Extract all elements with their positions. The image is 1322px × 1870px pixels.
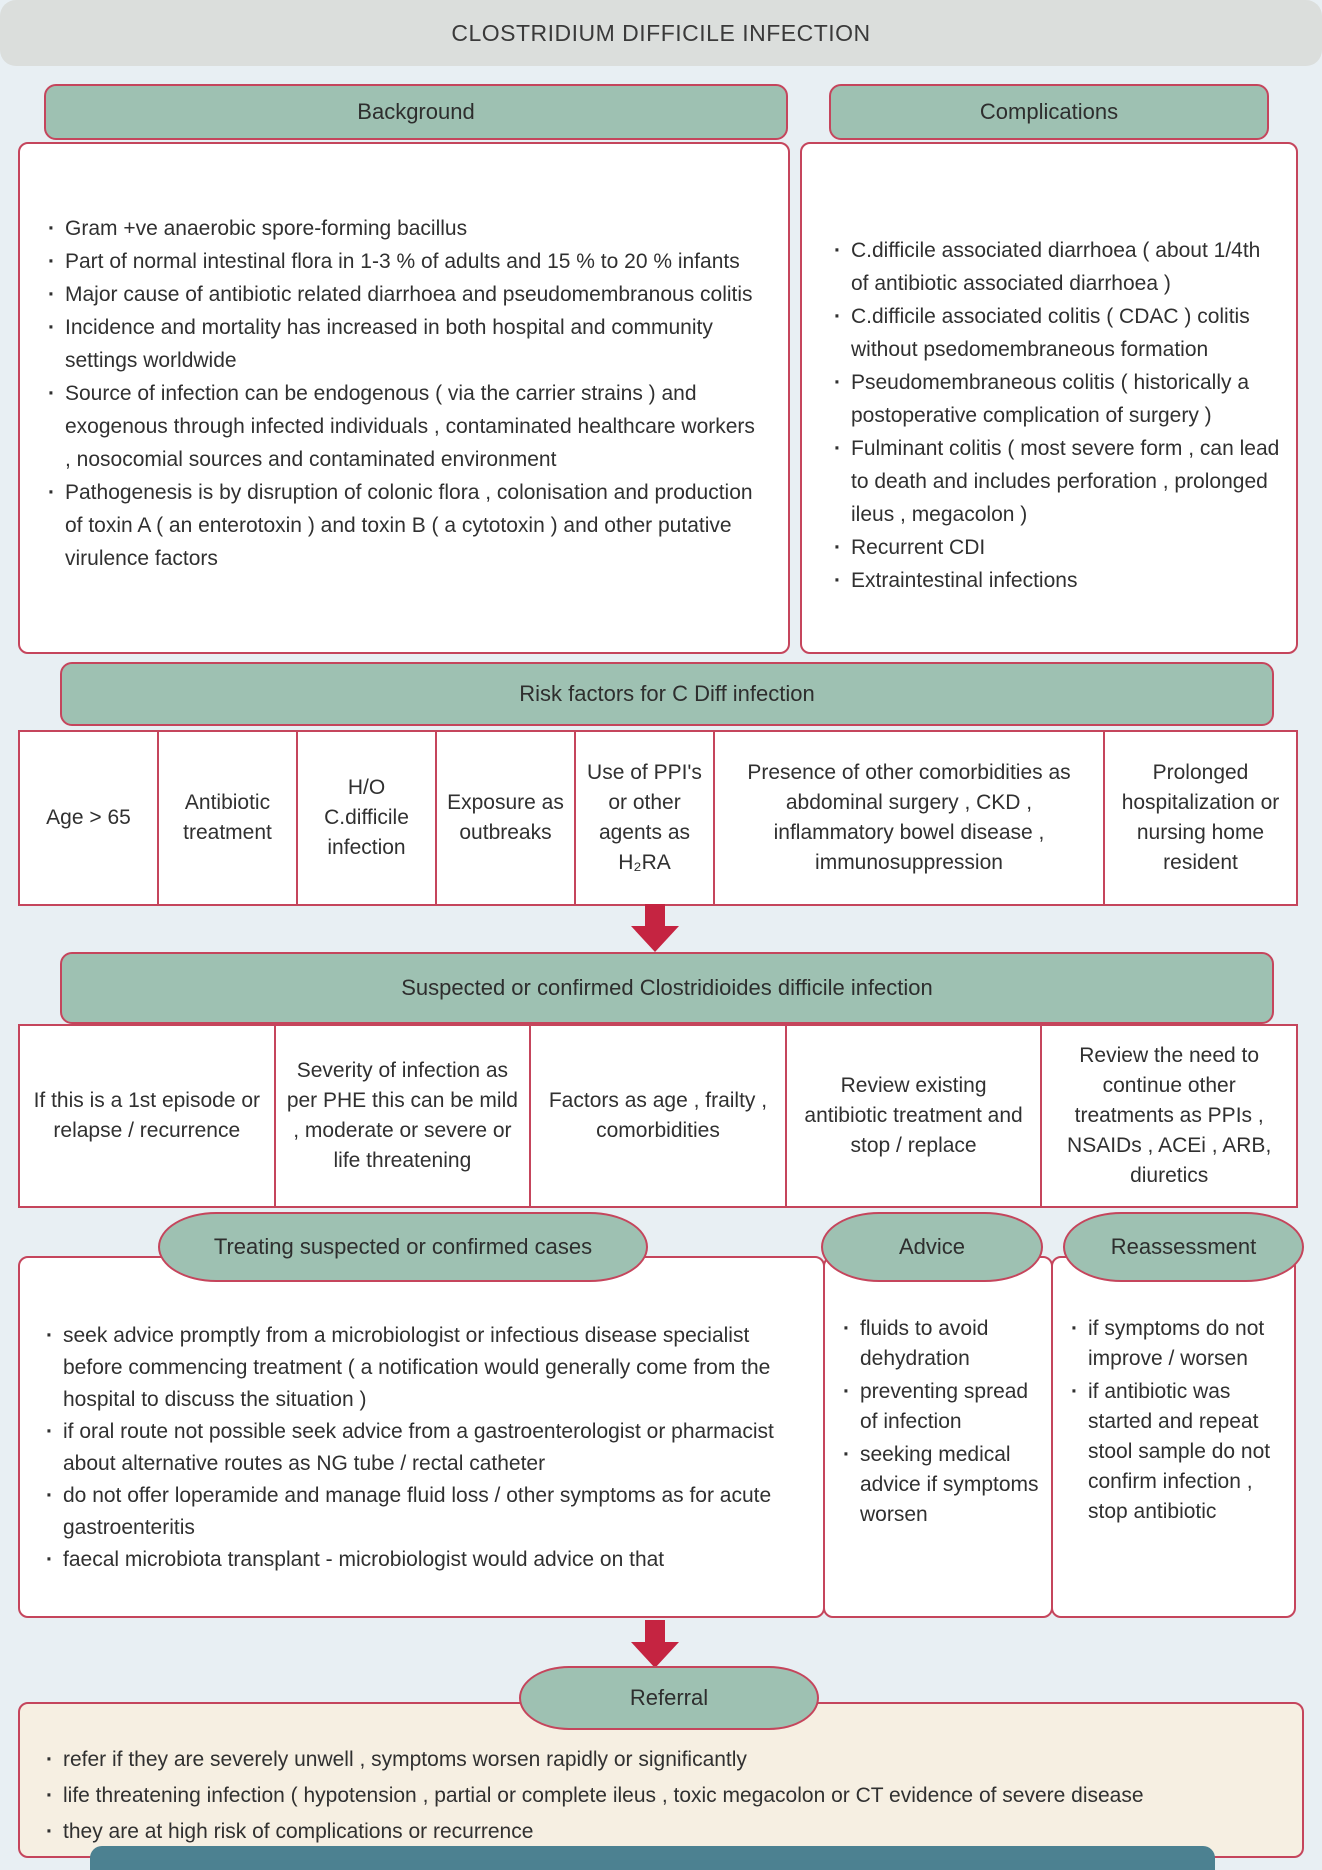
list-item: · if symptoms do not improve / worsen	[1069, 1314, 1286, 1374]
list-item: · Incidence and mortality has increased in both hospital and community settings worldwide	[46, 311, 762, 377]
down-arrow-icon	[631, 904, 679, 952]
list-item: · life threatening infection ( hypotension , partial or complete ileus , toxic megacolon or CT evidence of severe disease	[44, 1778, 1272, 1814]
reassessment-box	[1051, 1256, 1296, 1618]
table-cell: Severity of infection as per PHE this can be mild , moderate or severe or life threatening	[276, 1026, 532, 1206]
list-item: · Recurrent CDI	[832, 531, 1280, 564]
suspected-header: Suspected or confirmed Clostridioides difficile infection	[60, 952, 1274, 1024]
footer-bar	[90, 1846, 1215, 1870]
list-item: · Fulminant colitis ( most severe form , can lead to death and includes perforation , prolonged ileus , megacolon )	[832, 432, 1280, 531]
risk-factors-header: Risk factors for C Diff infection	[60, 662, 1274, 726]
advice-box	[823, 1256, 1053, 1618]
list-item: · faecal microbiota transplant - microbiologist would advice on that	[44, 1544, 795, 1576]
complications-box	[800, 142, 1298, 654]
arrow-head	[631, 926, 679, 952]
table-cell: Review the need to continue other treatments as PPIs , NSAIDs , ACEi , ARB, diuretics	[1067, 1044, 1272, 1187]
list-item: · if antibiotic was started and repeat stool sample do not confirm infection , stop antibiotic	[1069, 1377, 1286, 1527]
list-item: · Part of normal intestinal flora in 1-3 % of adults and 15 % to 20 % infants	[46, 245, 762, 278]
table-cell: Factors as age , frailty , comorbidities	[531, 1026, 787, 1206]
list-item: · Source of infection can be endogenous ( via the carrier strains ) and exogenous through infected individuals , contaminated healthcare workers , nosocomial sources and contaminated environment	[46, 377, 762, 476]
complications-header: Complications	[829, 84, 1269, 140]
table-cell: Age > 65	[20, 732, 159, 904]
list-item: · Extraintestinal infections	[832, 564, 1280, 597]
list-item: · fluids to avoid dehydration	[841, 1314, 1041, 1374]
page-title: CLOSTRIDIUM DIFFICILE INFECTION	[451, 19, 871, 46]
table-cell: Use of PPI's or other agents as H₂RA	[576, 732, 715, 904]
complications-list	[832, 234, 1280, 597]
arrow-stem	[645, 1620, 665, 1642]
list-item: · C.difficile associated diarrhoea ( about 1/4th of antibiotic associated diarrhoea )	[832, 234, 1280, 300]
risk-factors-table	[18, 730, 1298, 906]
referral-list	[44, 1742, 1272, 1850]
down-arrow-icon	[631, 1620, 679, 1668]
arrow-stem	[645, 904, 665, 926]
table-cell: Antibiotic treatment	[159, 732, 298, 904]
list-item: · Gram +ve anaerobic spore-forming bacillus	[46, 212, 762, 245]
table-cell: Exposure as outbreaks	[437, 732, 576, 904]
background-list	[46, 212, 762, 575]
reassessment-list	[1069, 1314, 1286, 1527]
advice-header-pill: Advice	[821, 1212, 1043, 1282]
list-item: · if oral route not possible seek advice from a gastroenterologist or pharmacist about alternative routes as NG tube / rectal catheter	[44, 1416, 795, 1480]
treating-list	[44, 1320, 795, 1576]
list-item: · refer if they are severely unwell , symptoms worsen rapidly or significantly	[44, 1742, 1272, 1778]
page-title-bar	[0, 0, 1322, 66]
background-box	[18, 142, 790, 654]
list-item: · Major cause of antibiotic related diarrhoea and pseudomembranous colitis	[46, 278, 762, 311]
list-item: · seeking medical advice if symptoms worsen	[841, 1440, 1041, 1530]
list-item: · do not offer loperamide and manage fluid loss / other symptoms as for acute gastroenteritis	[44, 1480, 795, 1544]
advice-list	[841, 1314, 1041, 1530]
referral-header-pill: Referral	[519, 1666, 819, 1730]
table-cell: Review existing antibiotic treatment and stop / replace	[787, 1026, 1043, 1206]
list-item: · C.difficile associated colitis ( CDAC ) colitis without psedomembraneous formation	[832, 300, 1280, 366]
list-item: · seek advice promptly from a microbiologist or infectious disease specialist before commencing treatment ( a notification would generally come from the hospital to discuss the situation )	[44, 1320, 795, 1416]
table-cell: If this is a 1st episode or relapse / recurrence	[20, 1026, 276, 1206]
list-item: · Pathogenesis is by disruption of colonic flora , colonisation and production of toxin A ( an enterotoxin ) and toxin B ( a cytotoxin ) and other putative virulence factors	[46, 476, 762, 575]
suspected-table	[18, 1024, 1298, 1208]
list-item: · Pseudomembraneous colitis ( historically a postoperative complication of surgery )	[832, 366, 1280, 432]
table-cell: Presence of other comorbidities as abdominal surgery , CKD , inflammatory bowel disease , immunosuppression	[715, 732, 1105, 904]
reassessment-header-pill: Reassessment	[1063, 1212, 1304, 1282]
table-cell: Prolonged hospitalization or nursing home resident	[1121, 761, 1280, 874]
treating-header-pill: Treating suspected or confirmed cases	[158, 1212, 648, 1282]
arrow-head	[631, 1642, 679, 1668]
list-item: · they are at high risk of complications or recurrence	[44, 1814, 1272, 1850]
list-item: · preventing spread of infection	[841, 1377, 1041, 1437]
treating-box	[18, 1256, 825, 1618]
background-header: Background	[44, 84, 788, 140]
table-cell: H/O C.difficile infection	[298, 732, 437, 904]
